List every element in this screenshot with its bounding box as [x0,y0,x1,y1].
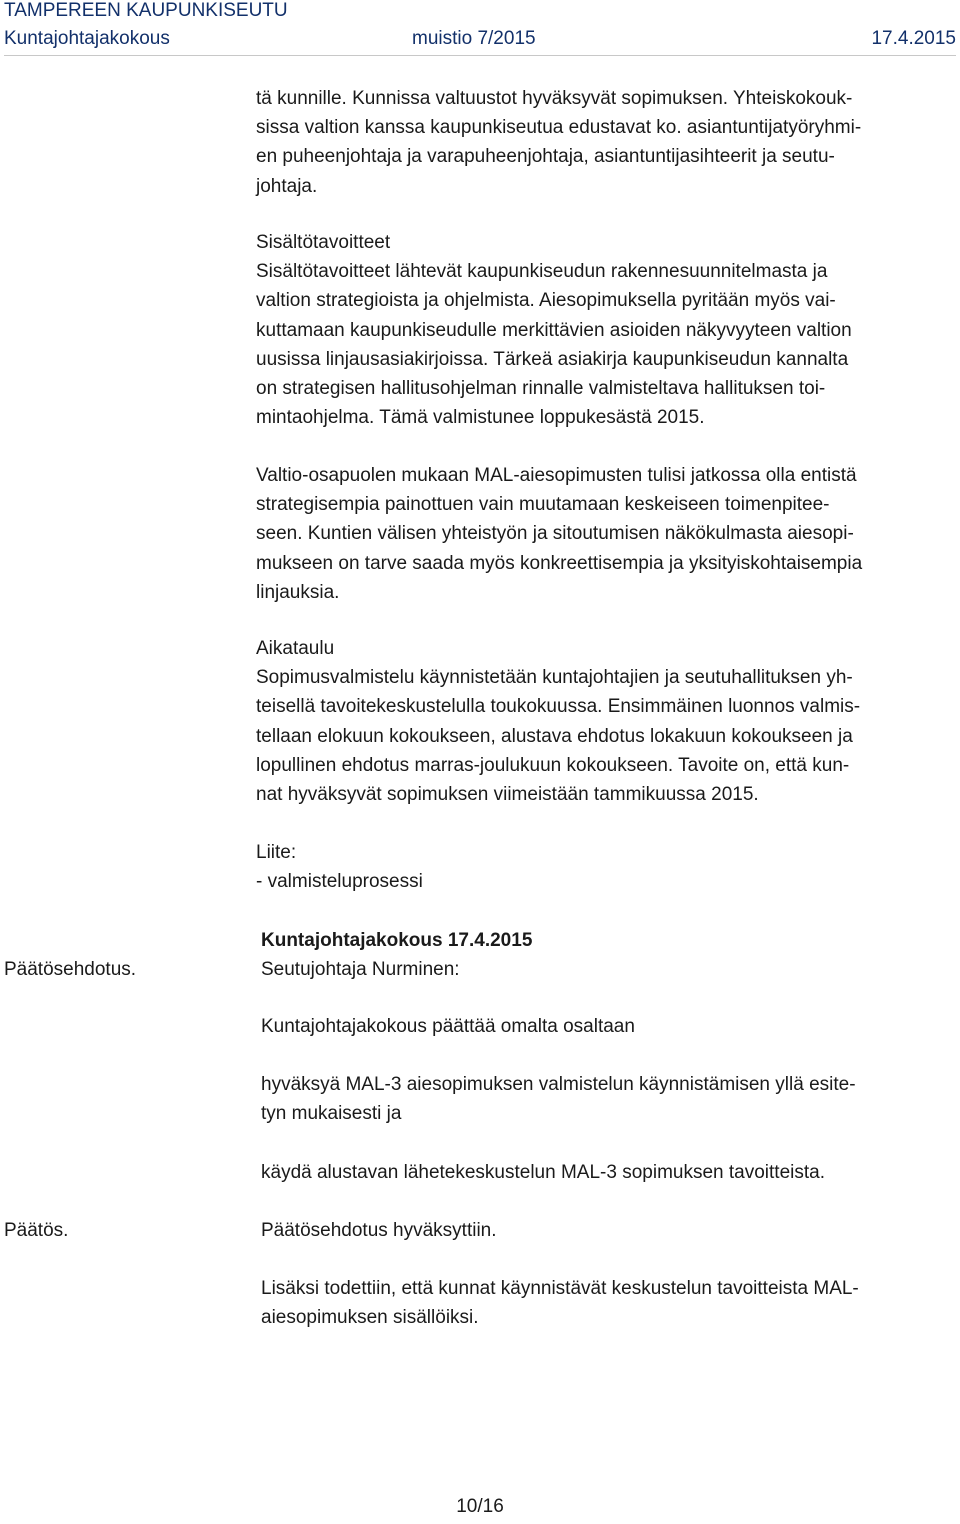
header-date: 17.4.2015 [871,28,956,49]
content-goals-section [256,228,852,462]
attachment-item: - valmisteluprosessi [256,871,423,893]
text-line: seen. Kuntien välisen yhteistyön ja sitoutumisen näkökulmasta aiesopi- [256,523,854,545]
proposal-side-label: Päätösehdotus. [4,959,137,980]
text-line: mukseen on tarve saada myös konkreettisempia ja yksityiskohtaisempia [256,552,863,574]
text-line: en puheenjohtaja ja varapuheenjohtaja, asiantuntijasihteerit ja seutu- [256,146,835,168]
text-line: Valtio-osapuolen mukaan MAL-aiesopimusten tulisi jatkossa olla entistä [256,465,857,486]
text-line: uusissa linjausasiakirjoissa. Tärkeä asiakirja kaupunkiseudun kannalta [256,348,849,370]
header-organization: TAMPEREEN KAUPUNKISEUTU [4,0,288,21]
text-line: johtaja. [256,175,318,197]
schedule-section [256,634,860,809]
text-line: sissa valtion kanssa kaupunkiseutua edustavat ko. asiantuntijatyöryhmi- [256,117,862,139]
text-line: nat hyväksyvät sopimuksen viimeistään tammikuussa 2015. [256,783,759,805]
decision-extra [261,1274,859,1332]
proposal-presenter: Seutujohtaja Nurminen: [261,959,460,981]
text-line: strategisempia painottuen vain muutamaan keskeiseen toimenpitee- [256,494,830,516]
text-line: linjauksia. [256,581,340,603]
proposal-decides [261,1012,635,1041]
section-heading: Aikataulu [256,638,335,659]
text-line [256,432,852,461]
section-heading: Sisältötavoitteet [256,232,391,253]
text-line: on strategisen hallitusohjelman rinnalle valmisteltava hallituksen toi- [256,377,826,399]
header-meta [4,28,956,50]
text-line: valtion strategioista ja ohjelmista. Aiesopimuksella pyritään myös vai- [256,290,836,312]
proposal-section [261,926,532,984]
text-line: käydä alustavan lähetekeskustelun MAL-3 sopimuksen tavoitteista. [261,1162,825,1183]
proposal-meeting-heading: Kuntajohtajakokous 17.4.2015 [261,930,533,951]
text-line: Sisältötavoitteet lähtevät kaupunkiseudun rakennesuunnitelmasta ja [256,261,828,283]
text-line: kuttamaan kaupunkiseudulle merkittävien asioiden näkyvyyteen valtion [256,319,852,341]
text-line: Päätösehdotus hyväksyttiin. [261,1220,497,1241]
text-line: tyn mukaisesti ja [261,1103,402,1125]
text-line: hyväksyä MAL-3 aiesopimuksen valmistelun käynnistämisen yllä esite- [261,1074,856,1095]
page-number: 10/16 [456,1496,504,1517]
text-line: tä kunnille. Kunnissa valtuustot hyväksyvät sopimuksen. Yhteiskokouk- [256,88,853,109]
text-line: lopullinen ehdotus marras-joulukuun kokoukseen. Tavoite on, että kun- [256,754,850,776]
proposal-point-2 [261,1158,825,1187]
text-line: mintaohjelma. Tämä valmistunee loppukesästä 2015. [256,407,705,429]
header-divider [4,55,956,56]
text-line: tellaan elokuun kokoukseen, alustava ehdotus lokakuun kokoukseen ja [256,725,853,747]
intro-paragraph [256,84,861,201]
decision-text [261,1216,497,1245]
text-line: Sopimusvalmistelu käynnistetään kuntajohtajien ja seutuhallituksen yh- [256,667,853,689]
text-line: Kuntajohtajakokous päättää omalta osaltaan [261,1016,635,1037]
proposal-point-1 [261,1070,856,1128]
text-line: aiesopimuksen sisällöiksi. [261,1307,479,1329]
decision-side-label: Päätös. [4,1220,69,1241]
text-line: Lisäksi todettiin, että kunnat käynnistävät keskustelun tavoitteista MAL- [261,1278,859,1299]
state-paragraph [256,461,862,607]
attachment-label: Liite: [256,842,297,863]
header-meeting: Kuntajohtajakokous [4,28,170,49]
attachment-section [256,838,423,896]
header-memo: muistio 7/2015 [412,28,536,49]
text-line: teisellä tavoitekeskustelulla toukokuussa. Ensimmäinen luonnos valmis- [256,696,861,718]
